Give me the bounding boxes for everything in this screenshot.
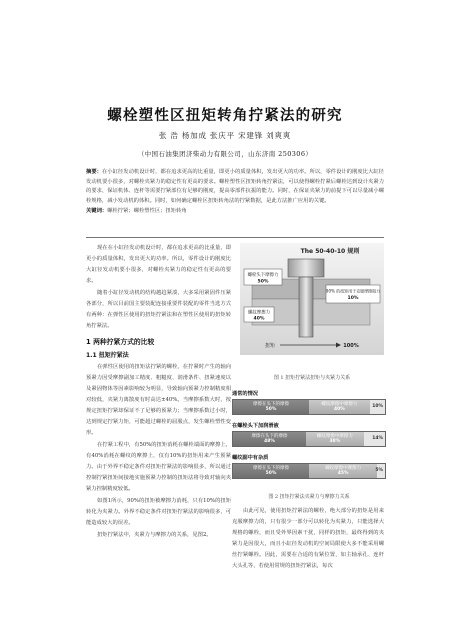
segment-percent: 48% [264, 439, 275, 444]
condition-label: 通常的情况 [232, 391, 258, 397]
segment-percent: 40% [334, 407, 345, 412]
segment-label: 螺纹摩擦中摩擦力 [325, 465, 362, 471]
head-friction-pct: 50% [257, 279, 269, 285]
segment-percent: 38% [329, 439, 341, 444]
abstract-text: 在小缸径发动机设计时，都在追求更高的比重量，即更小的质量体积，发出更大的功率。所以，零件设计的刚度比大缸径发动机要小很多，对螺栓夹紧力的稳定性有更高的要求。螺栓塑性区扭矩转角拧紧法，可以使得螺栓拧紧后螺栓达到设计夹紧力的要求，保证机体、连杆等需要拧紧部位有足够的刚度，提高零部件抗振的能力。同时，在保证夹紧力的前提下可以尽量减小螺栓规格，减小发动机的体积。同时，如何确定螺栓区扭矩转角法的拧紧数据，是此方法推广应用的关键。 [86, 169, 384, 205]
stacked-bar [232, 431, 386, 447]
head-friction-segment [233, 400, 309, 414]
right-column [232, 506, 384, 572]
thread-friction-segment [309, 400, 370, 414]
clamp-label: 90% 的扭矩用于克服摩擦阻力 [325, 288, 381, 294]
section-1-1-paragraph-d: 扭矩拧紧法中，夹紧力与摩擦力的关系，见图2。 [97, 532, 212, 538]
paper-authors: 张 浩 杨加成 张庆平 宋建锋 刘爽爽 [158, 131, 292, 140]
thread-friction-segment [306, 432, 364, 446]
paper-affiliation: （中国石油集团济柴动力有限公司，山东济南 250306） [137, 150, 313, 158]
condition-label: 在螺栓头下加润滑液 [232, 423, 279, 429]
intro-paragraph-2: 随着小缸径发动机的结构越趋紧凑，大多采用紧固件压紧各部分，所以目前国主要装配连接重要件装配的零件当选方式有两种：在弹性区使用的扭矩拧紧法和在塑性区使用的扭矩转角拧紧法。 [86, 290, 231, 329]
stacked-bar [232, 399, 386, 415]
segment-label: 摩擦在头下的摩擦 [253, 401, 289, 407]
bolt-head [288, 259, 324, 277]
figure-1-title: The 50-40-10 规则 [300, 248, 360, 255]
segment-label: 螺纹摩擦中摩擦力 [321, 401, 358, 407]
torque-total-pct: 100% [343, 343, 359, 349]
condition-label: 螺纹副中有杂质 [232, 455, 269, 461]
paper-title: 螺栓塑性区扭矩转角拧紧法的研究 [107, 108, 343, 124]
section-1-heading: 1 两种拧紧方式的比较 [86, 338, 155, 346]
section-1-1-paragraph-b: 在拧紧工程中，有50%的扭矩消耗在螺栓端面的摩擦上，有40%消耗在螺纹的摩擦上，仅有10%的扭矩用来产生预紧力。由于外界不稳定条件对扭矩拧紧法的影响很多，所以通过控制拧紧扭矩间接地实施预紧力控制的扭矩法将导致对轴向夹紧力控制精度较低。 [86, 442, 231, 492]
figure-1 [240, 243, 384, 370]
head-friction-segment [233, 432, 306, 446]
keywords-text: 螺栓拧紧；螺栓塑性区；扭矩转角 [107, 207, 187, 214]
section-1-1-paragraph-a: 在弹性区使用的扭矩法拧紧的螺栓，在拧紧时产生的轴向预紧力因受摩擦副加工精度、粗糙度、润滑条件、扭紧速度以及紧固物体等因素影响较为明显，导致轴向预紧力控制精度相对较低，夹紧力离散度有时高达±40%。当摩擦系数大时，按规定扭矩拧紧却保证不了足够的预紧力；当摩擦系数过小时，达到规定拧紧力矩，可能超过螺栓的屈服点，发生螺栓塑性变形。 [86, 364, 231, 436]
bolt-shank [299, 277, 313, 337]
segment-percent: 5% [375, 468, 383, 474]
abstract [86, 168, 384, 217]
left-column [86, 243, 231, 542]
figure-2-caption: 图 2 扭矩拧紧法夹紧力与摩擦力关系 [268, 494, 350, 500]
segment-label: 摩擦在头下的摩擦 [251, 433, 288, 439]
clamp-force-segment [370, 400, 385, 414]
head-friction-segment [233, 464, 309, 478]
torque-label: 扭矩 [264, 343, 276, 349]
intro-paragraph-1: 现在在小缸径发动机设计时，都在追求更高的比重量，即更小的质量体积，发出更大的功率。所以，零件设计的刚度比大缸径发动机要小很多，对螺栓夹紧力的稳定性有更高的要求。 [86, 245, 231, 284]
head-friction-label: 螺栓头下摩擦力 [247, 273, 279, 278]
segment-label: 摩擦在头下的摩擦 [253, 465, 289, 471]
segment-percent: 10% [372, 404, 383, 410]
abstract-divider [86, 237, 384, 238]
thread-friction-segment [309, 464, 377, 478]
thread-friction-pct: 40% [253, 316, 265, 322]
figure-2-bars [232, 389, 386, 479]
segment-percent: 50% [265, 471, 277, 476]
keywords-label: 关键词： [86, 207, 108, 214]
clamp-pct: 10% [347, 296, 359, 301]
thread-friction-label: 螺纹摩擦力 [248, 310, 270, 316]
segment-label: 螺纹摩擦中摩擦力 [316, 433, 353, 439]
figure-1-caption: 图 1 扭矩拧紧法扭矩与夹紧力关系 [273, 375, 351, 381]
abstract-label: 摘要： [86, 169, 102, 175]
figure-2 [232, 389, 386, 485]
stacked-bar [232, 463, 386, 479]
section-1-1-paragraph-c: 如图1所示，90%的扭矩被摩擦力消耗，只有10%的扭矩转化为夹紧力。外界不稳定条件对扭矩拧紧法的影响很多，可能造成较大的误差。 [86, 498, 231, 526]
segment-percent: 45% [337, 471, 349, 476]
figure-1-graphic [240, 243, 384, 355]
right-paragraph: 由此可见，使用扭矩拧紧法的螺栓，绝大部分的扭矩是用来克服摩擦力的，只有很少一部分可以转化为夹紧力，只能选择大规格的螺栓，而且受外界因素干扰，同样的扭矩，最终得到的夹紧力是因很大，而且小缸径发动机的空间局限使大多不能采用螺丝拧紧螺栓。因此，需要在合适的有紧位置，如主轴承孔、连杆大头孔等，若使用常规的扭矩拧紧法，每次 [232, 508, 384, 569]
clamp-force-segment [364, 432, 385, 446]
section-1-1-heading: 1.1 扭矩拧紧法 [86, 352, 129, 359]
clamp-force-segment [377, 464, 385, 478]
segment-percent: 14% [372, 436, 383, 442]
segment-percent: 50% [265, 407, 277, 412]
